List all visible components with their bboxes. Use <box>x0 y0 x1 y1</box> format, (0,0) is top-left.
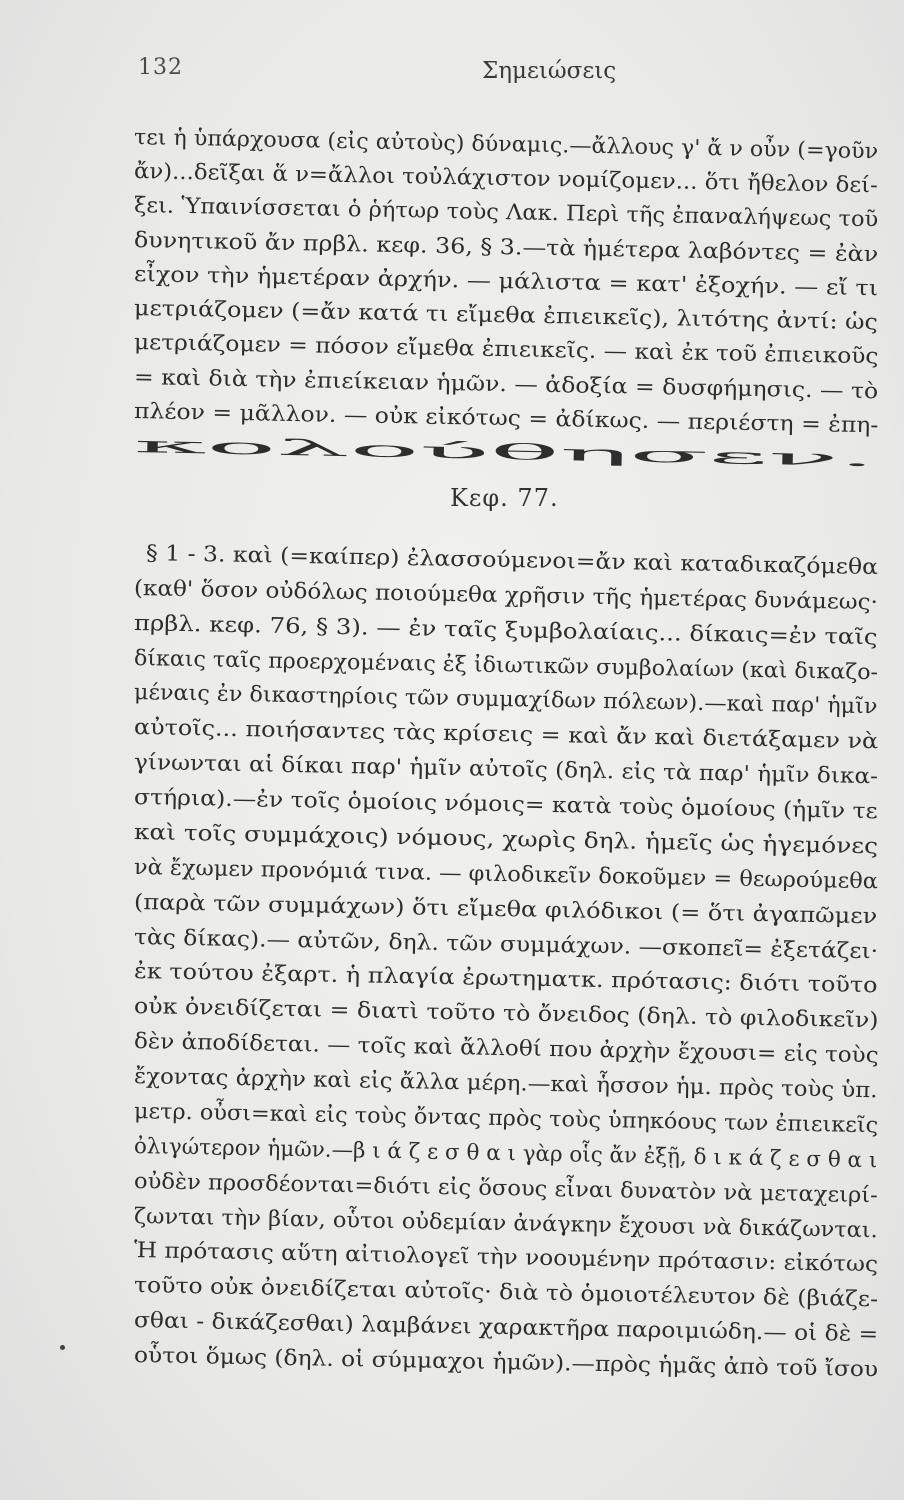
text-line: δὲν ἀποδίδεται. — τοῖς καὶ ἄλλοθί που ἀρχὴν ἔχουσι= εἰς τοὺς <box>133 1029 879 1069</box>
text-line: μετριάζομεν (=ἄν κατά τι εἴμεθα ἐπιεικεῖς), λιτότης ἀντί: ὡς <box>133 296 879 336</box>
page-number: 132 <box>138 55 183 80</box>
text-line: μετριάζομεν = πόσον εἴμεθα ἐπιεικεῖς. — καὶ ἐκ τοῦ ἐπιεικοῦς <box>133 330 879 370</box>
text-line: ζωνται τὴν βίαν, οὗτοι οὐδεμίαν ἀνάγκην ἔχουσι νὰ δικάζωνται. <box>133 1203 878 1243</box>
text-line: δυνητικοῦ ἄν πρβλ. κεφ. 36, § 3.—τὰ ἡμέτερα λαβόντες = ἐὰν <box>133 227 879 267</box>
text-line: τει ἡ ὑπάρχουσα (εἰς αὐτοὺς) δύναμις.—ἄλλους γ' ἄ ν οὖν (=γοῦν <box>133 125 879 165</box>
text-line: ξει. Ὑπαινίσσεται ὁ ῥήτωρ τοὺς Λακ. Περὶ τῆς ἐπαναλήψεως τοῦ <box>133 193 879 233</box>
text-line: τὰς δίκας).— αὐτῶν, δηλ. τῶν συμμάχων. —σκοπεῖ= ἐξετάζει· <box>133 924 879 964</box>
text-line: § 1 - 3. καὶ (=καίπερ) ἐλασσούμενοι=ἄν καὶ καταδικαζόμεθα <box>145 541 879 581</box>
text-line: εἶχον τὴν ἡμετέραν ἀρχήν. — μάλιστα = κατ' ἐξοχήν. — εἴ τι <box>133 261 879 302</box>
text-line: = καὶ διὰ τὴν ἐπιείκειαν ἡμῶν. — ἀδοξία = δυσφήμησις. — τὸ <box>133 364 879 404</box>
text-line: σθαι - δικάζεσθαι) λαμβάνει χαρακτῆρα παροιμιώδη.— οἱ δὲ = <box>133 1308 879 1348</box>
text-line: ἄν)...δεῖξαι ἅ ν=ἄλλοι τοὐλάχιστον νομίζομεν... ὅτι ἤθελον δεί- <box>133 159 879 199</box>
running-title: Σημειώσεις <box>482 58 617 84</box>
text-line: κολούθησεν. <box>133 433 876 473</box>
text-line: νὰ ἔχωμεν προνόμιά τινα. — φιλοδικεῖν δοκοῦμεν = θεωρούμεθα <box>133 854 879 895</box>
text-line: καὶ τοῖς συμμάχοις) νόμους, χωρὶς δηλ. ἡμεῖς ὡς ἡγεμόνες <box>133 819 879 860</box>
text-line: πλέον = μᾶλλον. — οὐκ εἰκότως = ἀδίκως. — περιέστη = ἐπη- <box>133 398 879 439</box>
text-line: δίκαις ταῖς προερχομέναις ἐξ ἰδιωτικῶν συμβολαίων (καὶ δικαζο- <box>133 645 879 685</box>
text-line: αὐτοῖς... ποιήσαντες τὰς κρίσεις = καὶ ἄν καὶ διετάξαμεν νὰ <box>133 715 879 755</box>
text-line: πρβλ. κεφ. 76, § 3). — ἐν ταῖς ξυμβολαίαις... δίκαις=ἐν ταῖς <box>133 610 878 651</box>
text-line: γίνωνται αἱ δίκαι παρ' ἡμῖν αὐτοῖς (δηλ. εἰς τὰ παρ' ἡμῖν δικα- <box>133 750 879 790</box>
chapter-heading: Κεφ. 77. <box>450 484 559 512</box>
text-line: ἔχοντας ἀρχὴν καὶ εἰς ἄλλα μέρη.—καὶ ἧσσον ἡμ. πρὸς τοὺς ὑπ. <box>133 1064 878 1104</box>
text-line: ὀλιγώτερον ἡμῶν.—β ι ά ζ ε σ θ α ι γὰρ οἷς ἄν ἐξῇ, δ ι κ ά ζ ε σ θ α ι <box>133 1133 878 1174</box>
text-line: (παρὰ τῶν συμμάχων) ὅτι εἴμεθα φιλόδικοι (= ὅτι ἀγαπῶμεν <box>133 889 878 929</box>
text-line: Ἡ πρότασις αὕτη αἰτιολογεῖ τὴν νοουμένην πρότασιν: εἰκότως <box>133 1238 879 1278</box>
text-line: ἐκ τούτου ἐξαρτ. ἡ πλαγία ἐρωτηματκ. πρότασις: διότι τοῦτο <box>133 959 878 999</box>
margin-mark <box>60 1345 65 1350</box>
text-line: (καθ' ὅσον οὐδόλως ποιούμεθα χρῆσιν τῆς ἡμετέρας δυνάμεως· <box>133 575 879 616</box>
text-line: οὗτοι ὅμως (δηλ. οἱ σύμμαχοι ἡμῶν).—πρὸς ἡμᾶς ἀπὸ τοῦ ἴσου <box>133 1343 879 1383</box>
text-line: τοῦτο οὐκ ὀνειδίζεται αὐτοῖς· διὰ τὸ ὁμοιοτέλευτον δὲ (βιάζε- <box>133 1273 879 1313</box>
text-line: μέναις ἐν δικαστηρίοις τῶν συμμαχίδων πόλεων).—καὶ παρ' ἡμῖν <box>133 680 878 720</box>
text-line: μετρ. οὖσι=καὶ εἰς τοὺς ὄντας πρὸς τοὺς ὑπηκόους των ἐπιεικεῖς <box>133 1098 879 1139</box>
text-line: οὐκ ὀνειδίζεται = διατὶ τοῦτο τὸ ὄνειδος (δηλ. τὸ φιλοδικεῖν) <box>133 994 879 1034</box>
text-line: οὐδὲν προσδέονται=διότι εἰς ὅσους εἶναι δυνατὸν νὰ μεταχειρί- <box>133 1168 879 1208</box>
text-line: στήρια).—ἐν τοῖς ὁμοίοις νόμοις= κατὰ τοὺς ὁμοίους (ἡμῖν τε <box>133 785 878 825</box>
